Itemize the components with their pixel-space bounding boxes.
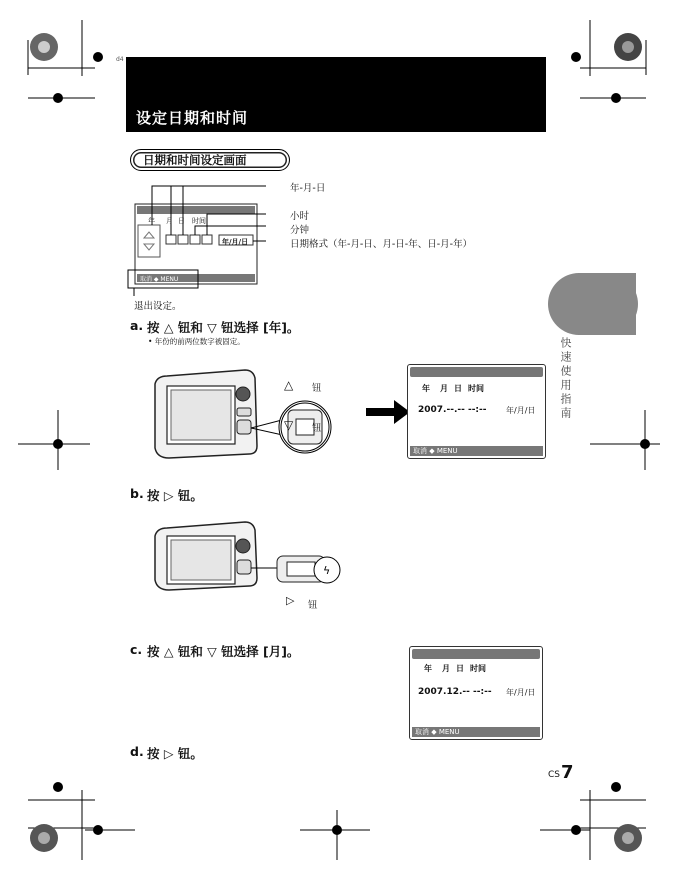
diagram-col-month: 月 — [166, 217, 173, 225]
callout-minute: 分钟 — [290, 225, 310, 236]
screen2-col-year: 年 — [424, 664, 432, 673]
svg-text:ϟ: ϟ — [323, 564, 331, 577]
screen1-col-year: 年 — [422, 384, 430, 393]
diagram-footer: 取消 ◆ MENU — [140, 276, 179, 283]
diagram-col-time: 时间 — [192, 217, 206, 225]
screen1-value: 2007.--.-- --:-- — [418, 405, 487, 415]
step-a-label: a. — [130, 318, 144, 333]
screen2-format: 年/月/日 — [506, 688, 536, 697]
section-title: 日期和时间设定画面 — [143, 153, 247, 167]
down-timer-icon: ▽ — [284, 418, 294, 432]
page-title: 设定日期和时间 — [136, 109, 249, 127]
sidebar-guide-text: 快速使用指南 — [559, 337, 572, 421]
header-bar — [126, 57, 546, 132]
callout-hour: 小时 — [290, 211, 310, 222]
diagram-col-year: 年 — [148, 217, 155, 225]
down-button-label: 钮 — [312, 423, 322, 434]
footer-lang: CS — [548, 770, 560, 780]
screen2-col-day: 日 — [456, 664, 464, 673]
step-a-note: • 年份的前两位数字被固定。 — [148, 337, 245, 346]
screen2-col-month: 月 — [442, 664, 450, 673]
step-b-label: b. — [130, 486, 144, 501]
step-a-text: 按 △ 钮和 ▽ 钮选择 [年]。 — [147, 320, 300, 335]
lcd-screen-2 — [409, 646, 543, 740]
right-button-label: 钮 — [308, 600, 318, 611]
lcd-screen-1 — [407, 364, 546, 459]
callout-ymd: 年-月-日 — [290, 183, 326, 194]
screen2-value: 2007.12.-- --:-- — [418, 687, 492, 697]
up-button-label: 钮 — [312, 383, 322, 394]
screen1-footer: 取消 ◆ MENU — [410, 446, 543, 456]
section-title-pill — [130, 149, 290, 171]
screen2-footer: 取消 ◆ MENU — [412, 727, 540, 737]
up-flash-icon: △ — [284, 378, 294, 392]
side-tab — [548, 273, 636, 335]
step-d-text: 按 ▷ 钮。 — [147, 746, 203, 761]
camera-illustration-1 — [145, 364, 345, 464]
step-c-label: c. — [130, 642, 143, 657]
right-flash-icon: ▷ — [286, 594, 295, 607]
camera-illustration-2 — [145, 516, 355, 596]
screen1-format: 年/月/日 — [506, 406, 536, 415]
step-d-label: d. — [130, 744, 144, 759]
footer-page-number: 7 — [561, 762, 574, 783]
callout-exit: 退出设定。 — [134, 301, 182, 312]
step-c-text: 按 △ 钮和 ▽ 钮选择 [月]。 — [147, 644, 300, 659]
diagram-col-day: 日 — [178, 217, 185, 225]
screen1-col-time: 时间 — [468, 384, 484, 393]
screen2-col-time: 时间 — [470, 664, 486, 673]
screen1-col-month: 月 — [440, 384, 448, 393]
screen1-col-day: 日 — [454, 384, 462, 393]
callout-format: 日期格式（年-月-日、月-日-年、日-月-年） — [290, 239, 473, 250]
diagram-format: 年/月/日 — [222, 238, 249, 246]
page-id: d4 — [116, 56, 124, 63]
step-b-text: 按 ▷ 钮。 — [147, 488, 203, 503]
arrow-right-icon — [366, 400, 412, 424]
